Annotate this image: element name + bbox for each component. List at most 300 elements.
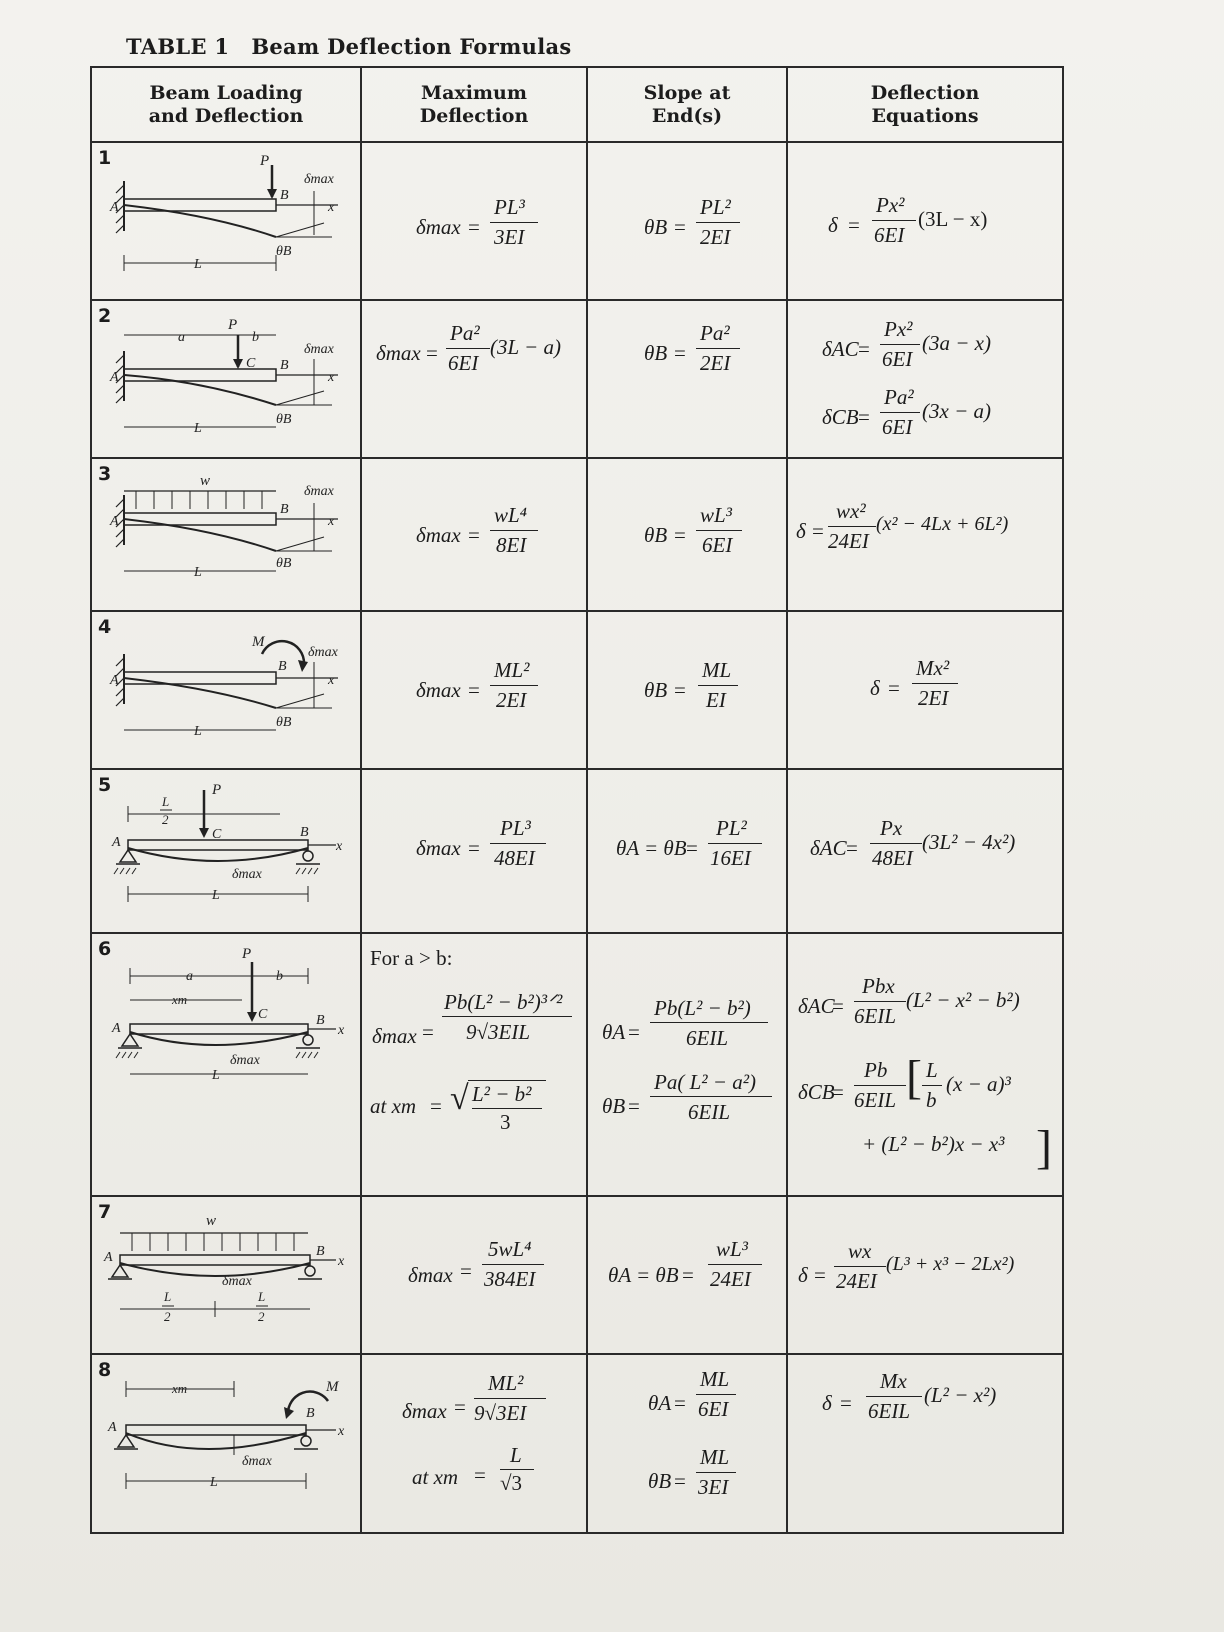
a-label: a xyxy=(186,968,193,984)
tail: (3L − a) xyxy=(490,335,561,360)
symbol: δmax xyxy=(372,1023,417,1048)
header-line: Deflection xyxy=(870,81,980,104)
numerator: PL² xyxy=(716,816,747,841)
symbol: δ xyxy=(822,1390,832,1415)
axis-label: x xyxy=(328,673,335,689)
slope-cell xyxy=(587,458,787,611)
header-line: Deflection xyxy=(419,104,529,127)
fraction-bar xyxy=(500,1469,534,1470)
symbol: θA = θB xyxy=(608,1262,679,1287)
denominator: 3EI xyxy=(494,225,525,250)
numerator: wx xyxy=(848,1238,872,1263)
end-label: B xyxy=(316,1243,325,1259)
denominator: 6EIL xyxy=(686,1025,728,1050)
denominator: 6EI xyxy=(702,533,733,558)
symbol: δAC xyxy=(822,337,859,362)
row-number: 2 xyxy=(98,305,112,328)
deflection-label: δmax xyxy=(232,867,262,883)
denominator: 48EI xyxy=(872,846,913,871)
tail: (3L² − 4x²) xyxy=(922,830,1016,855)
a-label: a xyxy=(178,330,185,346)
equals-sign: = xyxy=(858,405,870,430)
row-number: 7 xyxy=(98,1200,112,1223)
fraction-bar xyxy=(866,1396,922,1397)
denominator: 16EI xyxy=(710,846,751,871)
equals-sign: = xyxy=(426,341,438,366)
fraction-bar xyxy=(880,344,920,345)
slope-cell xyxy=(587,1354,787,1533)
numerator: ML² xyxy=(488,1370,524,1395)
at-xm-label: at xm xyxy=(370,1093,417,1118)
table-row xyxy=(91,1354,1063,1533)
beam-diagram-cell xyxy=(91,933,361,1196)
end-label: B xyxy=(280,358,289,374)
simple-beam-end-moment-diagram xyxy=(92,1355,360,1529)
slope-label: θB xyxy=(276,244,292,260)
xm-label: xm xyxy=(172,1380,188,1396)
symbol: δmax xyxy=(408,1262,453,1287)
table-row xyxy=(91,142,1063,300)
left-bracket: [ xyxy=(906,1050,922,1104)
numerator: Pb(L² − b²)³ᐟ² xyxy=(444,989,563,1014)
right-bracket: ] xyxy=(1036,1120,1052,1174)
tail: (3L − x) xyxy=(918,207,988,232)
denominator: 8EI xyxy=(496,533,527,558)
beam-diagram-cell xyxy=(91,611,361,769)
denominator: √3 xyxy=(500,1470,523,1495)
moment-label: M xyxy=(252,634,265,651)
moment-label: M xyxy=(326,1378,339,1395)
denominator: 6EIL xyxy=(688,1099,730,1124)
axis-label: x xyxy=(328,370,335,386)
header-slope xyxy=(587,67,787,142)
fraction-bar xyxy=(442,1016,572,1017)
b-label: b xyxy=(276,968,283,984)
beam-diagram-cell xyxy=(91,300,361,458)
symbol: δ xyxy=(828,213,838,238)
symbol: δAC xyxy=(798,993,835,1018)
length-label: L xyxy=(212,888,220,904)
numerator: ML xyxy=(700,1366,730,1391)
max-deflection-cell xyxy=(361,769,587,932)
support-label: A xyxy=(110,673,119,689)
condition: For a > b: xyxy=(370,945,453,970)
tail: (L³ + x³ − 2Lx²) xyxy=(886,1252,1015,1275)
equals-sign: = xyxy=(422,1019,434,1044)
equals-sign: = xyxy=(858,337,870,362)
equals-sign: = xyxy=(840,1390,852,1415)
table-row xyxy=(91,458,1063,611)
fraction-bar xyxy=(828,526,876,527)
symbol: θB xyxy=(644,523,668,548)
end-label: B xyxy=(278,659,287,675)
denominator: 24EI xyxy=(828,529,869,554)
equals-sign: = xyxy=(628,1093,640,1118)
slope-label: θB xyxy=(276,715,292,731)
symbol: θB xyxy=(602,1093,626,1118)
table-row xyxy=(91,1196,1063,1354)
equals-sign: = xyxy=(814,1262,826,1287)
symbol: δCB xyxy=(798,1079,835,1104)
numerator: wx² xyxy=(836,499,866,524)
equals-sign: = xyxy=(674,341,686,366)
fraction-bar xyxy=(880,412,920,413)
denominator: 2EI xyxy=(918,686,949,711)
cantilever-uniform-load-diagram xyxy=(92,459,360,607)
slope-cell xyxy=(587,611,787,769)
tail: (L² − x² − b²) xyxy=(906,987,1020,1012)
support-label: A xyxy=(108,1419,117,1435)
inner-numerator: L xyxy=(926,1057,938,1082)
fraction-bar xyxy=(696,1394,736,1395)
length-label: L xyxy=(210,1474,218,1490)
fraction-bar xyxy=(698,685,738,686)
numerator: PL³ xyxy=(494,195,525,220)
slope-label: θB xyxy=(276,556,292,572)
max-deflection-cell xyxy=(361,933,587,1196)
numerator: PL² xyxy=(700,195,731,220)
numerator: Px xyxy=(880,816,903,841)
beam-diagram-cell xyxy=(91,1196,361,1354)
row-number: 1 xyxy=(98,147,112,170)
equals-sign: = xyxy=(628,1019,640,1044)
equals-sign: = xyxy=(674,215,686,240)
root-numerator: L² − b² xyxy=(472,1081,532,1106)
numerator: L xyxy=(510,1442,522,1467)
tail: (3a − x) xyxy=(922,331,991,356)
axis-label: x xyxy=(338,1423,345,1439)
numerator: Pa² xyxy=(884,385,914,410)
header-beam-loading xyxy=(91,67,361,142)
fraction-bar xyxy=(490,222,538,223)
sqrt-bar xyxy=(468,1080,546,1081)
end-label: B xyxy=(280,188,289,204)
fraction-bar xyxy=(472,1108,542,1109)
axis-label: x xyxy=(338,1253,345,1269)
beam-diagram-cell xyxy=(91,1354,361,1533)
numerator: Pb xyxy=(864,1057,888,1082)
denominator: 6EI xyxy=(874,223,905,248)
point-label: C xyxy=(258,1006,268,1022)
denominator: 6EIL xyxy=(854,1003,896,1028)
symbol: δmax xyxy=(416,836,461,861)
half-length-denominator: 2 xyxy=(164,1308,171,1324)
tail: (x² − 4Lx + 6L²) xyxy=(876,513,1009,536)
fraction-bar xyxy=(870,843,922,844)
support-label: A xyxy=(104,1249,113,1265)
symbol: θB xyxy=(644,341,668,366)
fraction-bar xyxy=(650,1022,768,1023)
equals-sign: = xyxy=(674,523,686,548)
equals-sign: = xyxy=(474,1462,486,1487)
table-title: Beam Deflection Formulas xyxy=(251,34,572,59)
tail: (L² − x²) xyxy=(924,1382,997,1407)
fraction-bar xyxy=(490,530,538,531)
inner-tail: (x − a)³ xyxy=(946,1071,1011,1096)
equals-sign: = xyxy=(674,1468,686,1493)
table-number: TABLE 1 xyxy=(126,34,230,59)
table-row xyxy=(91,611,1063,769)
point-label: C xyxy=(212,827,222,843)
fraction-bar xyxy=(834,1266,886,1267)
denominator: 2EI xyxy=(700,225,731,250)
support-label: A xyxy=(110,370,119,386)
slope-cell xyxy=(587,300,787,458)
length-label: L xyxy=(194,565,202,581)
beam-diagram-cell xyxy=(91,458,361,611)
half-length-numerator: L xyxy=(162,794,170,810)
end-label: B xyxy=(306,1405,315,1421)
second-line: + (L² − b²)x − x³ xyxy=(862,1131,1005,1156)
load-label: P xyxy=(212,782,222,799)
load-label: P xyxy=(242,945,252,962)
equals-sign: = xyxy=(460,1258,472,1283)
sqrt-sign: √ xyxy=(450,1079,469,1117)
equals-sign: = xyxy=(682,1262,694,1287)
numerator: 5wL⁴ xyxy=(488,1236,532,1261)
denominator: 6EIL xyxy=(868,1398,910,1423)
fraction-bar xyxy=(922,1085,942,1086)
deflection-label: δmax xyxy=(230,1052,260,1068)
deflection-label: δmax xyxy=(308,645,338,661)
cantilever-intermediate-load-diagram xyxy=(92,301,360,454)
length-label: L xyxy=(194,257,202,273)
point-label: C xyxy=(246,356,256,372)
end-label: B xyxy=(300,825,309,841)
denominator: 6EI xyxy=(698,1396,729,1421)
symbol: δmax xyxy=(376,341,421,366)
equals-sign: = xyxy=(832,1079,844,1104)
symbol: θB xyxy=(644,215,668,240)
tail: (3x − a) xyxy=(922,399,991,424)
symbol: δ xyxy=(870,676,880,701)
symbol: θB xyxy=(648,1468,672,1493)
denominator: 6EI xyxy=(882,415,913,440)
header-deflection-equations xyxy=(787,67,1063,142)
row-number: 5 xyxy=(98,774,112,797)
length-label: L xyxy=(194,421,202,437)
row-number: 4 xyxy=(98,616,112,639)
half-length-numerator: L xyxy=(164,1288,172,1304)
half-length-denominator: 2 xyxy=(162,812,169,828)
fraction-bar xyxy=(854,1085,906,1086)
symbol: θA xyxy=(648,1390,672,1415)
deflection-equation-cell xyxy=(787,769,1063,932)
header-line: Slope at xyxy=(643,81,731,104)
row-number: 6 xyxy=(98,937,112,960)
cantilever-point-load-diagram xyxy=(92,143,360,296)
max-deflection-cell xyxy=(361,611,587,769)
fraction-bar xyxy=(482,1264,544,1265)
symbol: δmax xyxy=(402,1398,447,1423)
fraction-bar xyxy=(696,1472,736,1473)
table-row xyxy=(91,300,1063,458)
deflection-equation-cell xyxy=(787,1354,1063,1533)
denominator: 9√3EIL xyxy=(466,1019,531,1044)
equals-sign: = xyxy=(454,1394,466,1419)
deflection-equation-cell xyxy=(787,1196,1063,1354)
slope-cell xyxy=(587,142,787,300)
header-line: Equations xyxy=(871,104,979,127)
beam-deflection-table xyxy=(90,66,1064,1534)
deflection-equation-cell xyxy=(787,142,1063,300)
fraction-bar xyxy=(872,220,916,221)
fraction-bar xyxy=(490,685,538,686)
fraction-bar xyxy=(708,1264,762,1265)
slope-cell xyxy=(587,769,787,932)
header-max-deflection xyxy=(361,67,587,142)
numerator: Mx xyxy=(880,1368,907,1393)
fraction-bar xyxy=(696,530,742,531)
deflection-label: δmax xyxy=(304,342,334,358)
slope-cell xyxy=(587,933,787,1196)
numerator: Pa² xyxy=(700,321,730,346)
denominator: 24EI xyxy=(836,1268,877,1293)
deflection-label: δmax xyxy=(304,172,334,188)
fraction-bar xyxy=(446,348,490,349)
equals-sign: = xyxy=(674,678,686,703)
fraction-bar xyxy=(708,843,762,844)
equals-sign: = xyxy=(430,1093,442,1118)
support-label: A xyxy=(112,835,121,851)
max-deflection-cell xyxy=(361,1196,587,1354)
deflection-label: δmax xyxy=(304,484,334,500)
row-number: 3 xyxy=(98,463,112,486)
table-row xyxy=(91,933,1063,1196)
xm-label: xm xyxy=(172,991,188,1007)
support-label: A xyxy=(112,1020,121,1036)
header-line: Maximum xyxy=(421,81,527,104)
max-deflection-cell xyxy=(361,1354,587,1533)
beam-diagram-cell xyxy=(91,769,361,932)
load-label: w xyxy=(200,473,211,490)
denominator: 6EIL xyxy=(854,1087,896,1112)
numerator: Pbx xyxy=(862,973,895,998)
fraction-bar xyxy=(650,1096,772,1097)
symbol: θB xyxy=(644,678,668,703)
symbol: δmax xyxy=(416,523,461,548)
header-line: End(s) xyxy=(651,104,723,127)
denominator: 6EI xyxy=(882,347,913,372)
deflection-equation-cell xyxy=(787,611,1063,769)
table-row xyxy=(91,769,1063,932)
equals-sign: = xyxy=(832,993,844,1018)
max-deflection-cell xyxy=(361,458,587,611)
denominator: 6EI xyxy=(448,351,479,376)
length-label: L xyxy=(212,1067,220,1083)
numerator: Pa² xyxy=(450,321,480,346)
simple-beam-center-load-diagram xyxy=(92,770,360,928)
symbol: δmax xyxy=(416,215,461,240)
fraction-bar xyxy=(854,1001,906,1002)
numerator: Px² xyxy=(884,317,913,342)
axis-label: x xyxy=(336,839,343,855)
length-label: L xyxy=(194,724,202,740)
cantilever-moment-diagram xyxy=(92,612,360,765)
equals-sign: = xyxy=(468,678,480,703)
beam-diagram-cell xyxy=(91,142,361,300)
numerator: wL³ xyxy=(716,1236,748,1261)
numerator: Pb(L² − b²) xyxy=(654,995,751,1020)
deflection-label: δmax xyxy=(242,1453,272,1469)
inner-denominator: b xyxy=(926,1087,937,1112)
equals-sign: = xyxy=(686,836,698,861)
symbol: θA = θB xyxy=(616,836,687,861)
deflection-label: δmax xyxy=(222,1273,252,1289)
equals-sign: = xyxy=(888,676,900,701)
simple-beam-uniform-load-diagram xyxy=(92,1197,360,1350)
numerator: wL³ xyxy=(700,503,732,528)
numerator: Pa( L² − a²) xyxy=(654,1069,757,1094)
symbol: δCB xyxy=(822,405,859,430)
symbol: δmax xyxy=(416,678,461,703)
numerator: wL⁴ xyxy=(494,503,527,528)
max-deflection-cell xyxy=(361,142,587,300)
root-denominator: 3 xyxy=(500,1109,511,1134)
equals-sign: = xyxy=(468,836,480,861)
table-caption xyxy=(126,34,572,59)
symbol: θA xyxy=(602,1019,626,1044)
equals-sign: = xyxy=(468,523,480,548)
equals-sign: = xyxy=(848,213,860,238)
denominator: 48EI xyxy=(494,846,535,871)
support-label: A xyxy=(110,514,119,530)
denominator: 384EI xyxy=(484,1266,536,1291)
numerator: Px² xyxy=(876,193,905,218)
axis-label: x xyxy=(328,514,335,530)
at-xm-label: at xm xyxy=(412,1464,459,1489)
denominator: 2EI xyxy=(700,351,731,376)
axis-label: x xyxy=(328,200,335,216)
axis-label: x xyxy=(338,1022,345,1038)
equals-sign: = xyxy=(468,215,480,240)
numerator: Mx² xyxy=(916,656,950,681)
symbol: δ xyxy=(796,519,806,544)
equals-sign: = xyxy=(674,1390,686,1415)
numerator: ML xyxy=(700,1444,730,1469)
support-label: A xyxy=(110,200,119,216)
denominator: 2EI xyxy=(496,688,527,713)
header-line: and Deflection xyxy=(148,104,304,127)
denominator: 24EI xyxy=(710,1266,751,1291)
numerator: ML² xyxy=(494,658,530,683)
denominator: EI xyxy=(706,688,726,713)
numerator: ML xyxy=(702,658,732,683)
fraction-bar xyxy=(912,683,958,684)
denominator: 9√3EI xyxy=(474,1400,527,1425)
slope-label: θB xyxy=(276,412,292,428)
fraction-bar xyxy=(696,222,740,223)
numerator: PL³ xyxy=(500,816,531,841)
max-deflection-cell xyxy=(361,300,587,458)
b-label: b xyxy=(252,330,259,346)
deflection-equation-cell xyxy=(787,300,1063,458)
fraction-bar xyxy=(696,348,740,349)
equals-sign: = xyxy=(812,519,824,544)
fraction-bar xyxy=(490,843,546,844)
end-label: B xyxy=(316,1012,325,1028)
fraction-bar xyxy=(474,1398,546,1399)
half-length-numerator: L xyxy=(258,1288,266,1304)
header-line: Beam Loading xyxy=(149,81,303,104)
end-label: B xyxy=(280,502,289,518)
deflection-equation-cell xyxy=(787,933,1063,1196)
denominator: 3EI xyxy=(698,1474,729,1499)
load-label: P xyxy=(260,153,270,170)
load-label: P xyxy=(228,317,238,334)
simple-beam-offset-load-diagram xyxy=(92,934,360,1190)
load-label: w xyxy=(206,1212,217,1229)
